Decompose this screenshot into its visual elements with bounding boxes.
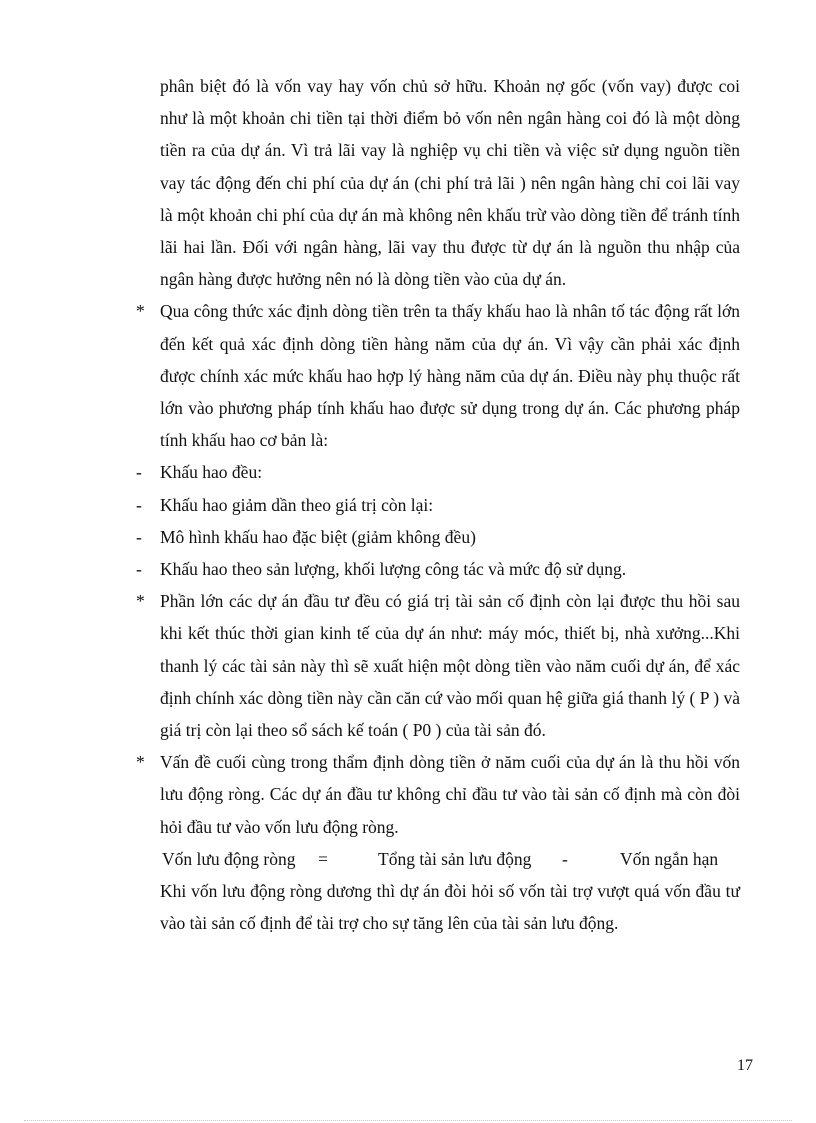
- dash-bullet: -: [136, 494, 142, 515]
- closing-paragraph: Khi vốn lưu động ròng dương thì dự án đòi hỏi số vốn tài trợ vượt quá vốn đầu tư vào tài sản cố định để tài trợ cho sự tăng lên của tài sản lưu động.: [160, 881, 740, 934]
- formula-middle-term: Tổng tài sản lưu động: [378, 848, 532, 869]
- bullet-text: Khấu hao theo sản lượng, khối lượng công tác và mức độ sử dụng.: [160, 559, 627, 580]
- dash-bullet: -: [136, 462, 142, 483]
- bullet-text: Mô hình khấu hao đặc biệt (giảm không đều): [160, 526, 476, 547]
- bullet-text: Qua công thức xác định dòng tiền trên ta thấy khấu hao là nhân tố tác động rất lớn đến kết quả xác định dòng tiền hàng năm của dự án. Vì vậy cần phải xác định được chính xác mức khấu hao hợp lý hàng năm của dự án. Điều này phụ thuộc rất lớn vào phương pháp tính khấu hao được sử dụng trong dự án. Các phương pháp tính khấu hao cơ bản là:: [160, 301, 740, 451]
- dash-item-special-model: [136, 521, 740, 553]
- bullet-text: Khấu hao giảm dần theo giá trị còn lại:: [160, 494, 434, 515]
- intro-paragraph: phân biệt đó là vốn vay hay vốn chủ sở hữu. Khoản nợ gốc (vốn vay) được coi như là một khoản chi tiền tại thời điểm bỏ vốn nên ngân hàng coi đó là một dòng tiền ra của dự án. Vì trả lãi vay là nghiệp vụ chi tiền và việc sử dụng nguồn tiền vay tác động đến chi phí của dự án (chi phí trả lãi ) nên ngân hàng chỉ coi lãi vay là một khoản chi phí của dự án mà không nên khấu trừ vào dòng tiền để tránh tính lãi hai lần. Đối với ngân hàng, lãi vay thu được từ dự án là nguồn thu nhập của ngân hàng được hưởng nên nó là dòng tiền vào của dự án.: [160, 76, 740, 290]
- footer-divider: [24, 1120, 792, 1121]
- formula-minus-sign: -: [562, 848, 568, 869]
- dash-bullet: -: [136, 559, 142, 580]
- asterisk-bullet: *: [136, 301, 145, 322]
- formula-equals-sign: =: [318, 848, 328, 869]
- bullet-item-salvage-value: [136, 585, 740, 746]
- dash-item-output-based: [136, 553, 740, 585]
- page-body: [136, 70, 740, 939]
- bullet-item-working-capital: [136, 746, 740, 843]
- working-capital-formula: [160, 843, 740, 875]
- bullet-item-depreciation: [136, 295, 740, 456]
- asterisk-bullet: *: [136, 752, 145, 773]
- formula-right-term: Vốn ngắn hạn: [620, 848, 719, 869]
- dash-item-straight-line: [136, 456, 740, 488]
- bullet-text: Phần lớn các dự án đầu tư đều có giá trị tài sản cố định còn lại được thu hồi sau khi kết thúc thời gian kinh tế của dự án như: máy móc, thiết bị, nhà xưởng...Khi thanh lý các tài sản này thì sẽ xuất hiện một dòng tiền vào năm cuối dự án, để xác định chính xác dòng tiền này cần căn cứ vào mối quan hệ giữa giá thanh lý ( P ) và giá trị còn lại theo sổ sách kế toán ( P0 ) của tài sản đó.: [160, 591, 740, 741]
- formula-left-term: Vốn lưu động ròng: [162, 848, 296, 869]
- dash-item-declining-balance: [136, 489, 740, 521]
- page-number: 17: [737, 1057, 753, 1074]
- bullet-text: Vấn đề cuối cùng trong thẩm định dòng tiền ở năm cuối của dự án là thu hồi vốn lưu động ròng. Các dự án đầu tư không chỉ đầu tư vào tài sản cố định mà còn đòi hỏi đầu tư vào vốn lưu động ròng.: [160, 752, 740, 837]
- bullet-text: Khấu hao đều:: [160, 462, 263, 483]
- dash-bullet: -: [136, 526, 142, 547]
- asterisk-bullet: *: [136, 591, 145, 612]
